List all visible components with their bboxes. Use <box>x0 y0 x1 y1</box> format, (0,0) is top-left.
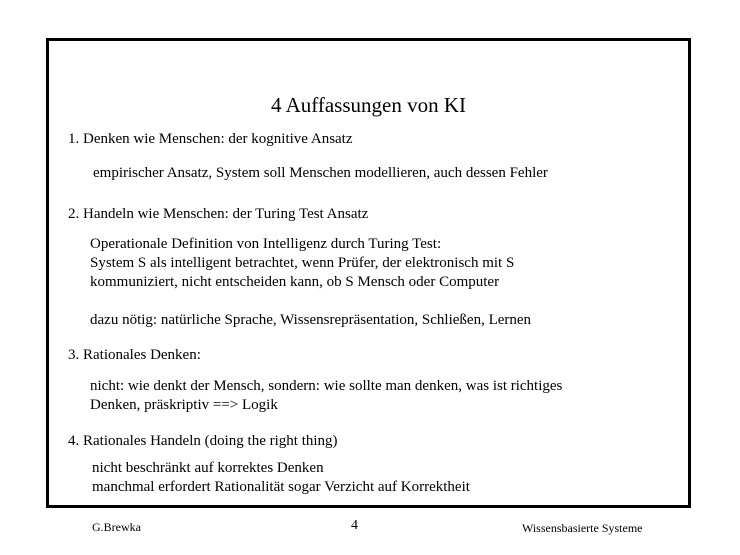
section-2-body-line-3: kommuniziert, nicht entscheiden kann, ob S Mensch oder Computer <box>90 274 500 290</box>
section-2-body-line-2: System S als intelligent betrachtet, wenn Prüfer, der elektronisch mit S <box>90 255 515 271</box>
section-4-body-line-2: manchmal erfordert Rationalität sogar Verzicht auf Korrektheit <box>92 479 470 495</box>
section-4-heading: 4. Rationales Handeln (doing the right thing) <box>68 433 338 449</box>
section-3-heading: 3. Rationales Denken: <box>68 347 201 363</box>
footer-course: Wissensbasierte Systeme <box>522 521 643 535</box>
footer-page-number: 4 <box>351 518 358 533</box>
section-4-body-line-1: nicht beschränkt auf korrektes Denken <box>92 460 324 476</box>
section-3-body-line-1: nicht: wie denkt der Mensch, sondern: wie sollte man denken, was ist richtiges <box>90 378 563 394</box>
section-2-body-line-1: Operationale Definition von Intelligenz durch Turing Test: <box>90 236 442 252</box>
section-2-heading: 2. Handeln wie Menschen: der Turing Test Ansatz <box>68 206 369 222</box>
section-1-heading: 1. Denken wie Menschen: der kognitive Ansatz <box>68 131 353 147</box>
section-2-body-line-4: dazu nötig: natürliche Sprache, Wissensrepräsentation, Schließen, Lernen <box>90 312 532 328</box>
footer-author: G.Brewka <box>92 520 141 534</box>
section-3-body-line-2: Denken, präskriptiv ==> Logik <box>90 397 278 413</box>
section-1-body-line-1: empirischer Ansatz, System soll Menschen modellieren, auch dessen Fehler <box>93 165 548 181</box>
slide-frame <box>46 38 691 508</box>
slide-title: 4 Auffassungen von KI <box>270 93 466 117</box>
